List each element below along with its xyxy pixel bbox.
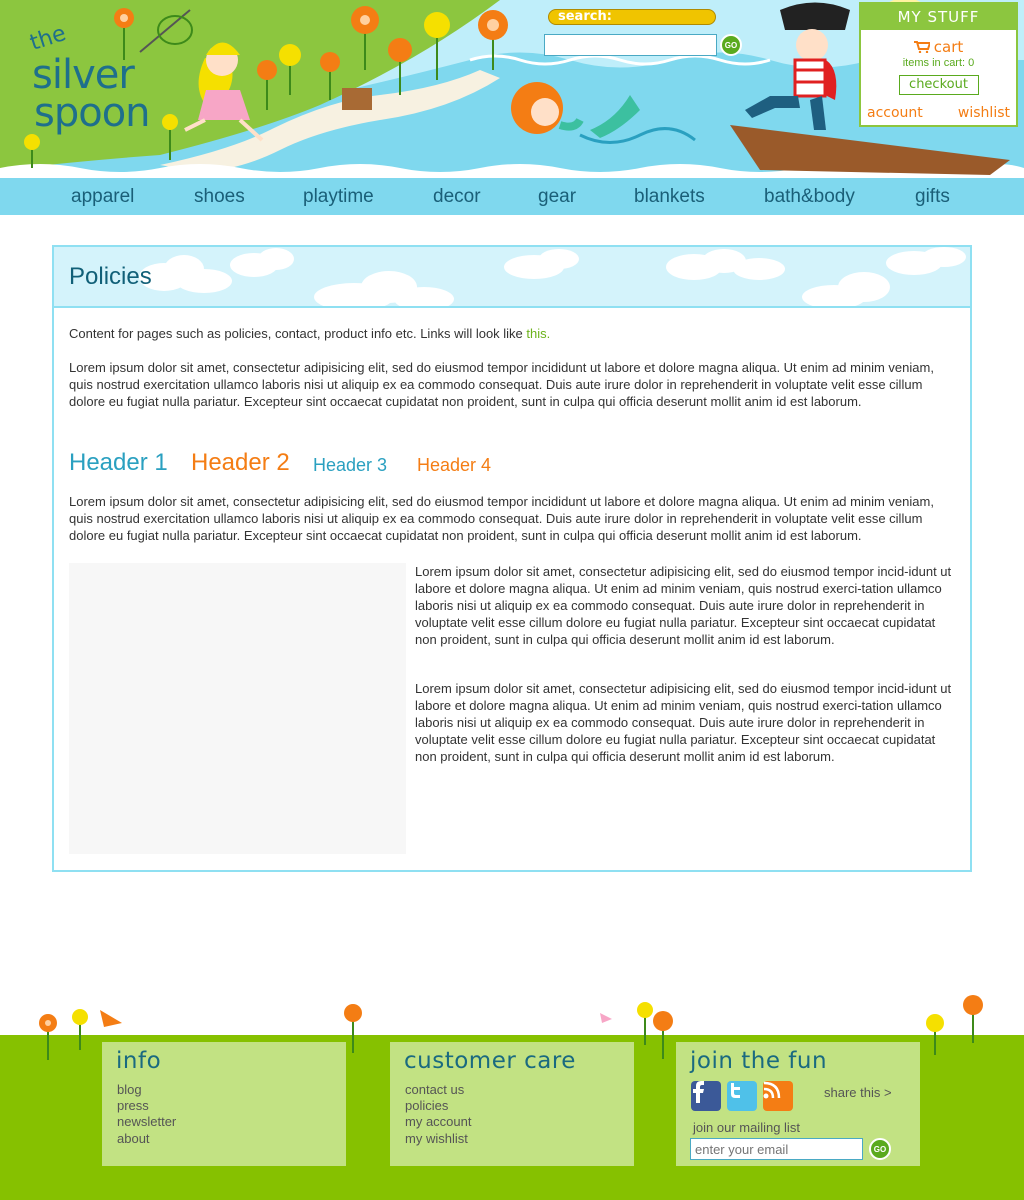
logo-the: the [27, 21, 70, 56]
footer-link-blog[interactable]: blog [117, 1082, 142, 1097]
footer-info-box [102, 1042, 346, 1166]
intro-text: Content for pages such as policies, contact, product info etc. Links will look like [69, 326, 527, 341]
header-4: Header 4 [417, 455, 492, 475]
lorem-paragraph-1: Lorem ipsum dolor sit amet, consectetur adipisicing elit, sed do eiusmod tempor incididunt ut labore et dolore magna aliqua. Ut enim ad minim veniam, quis nostrud exercitation ullamco laboris nisi ut aliquip ex ea commodo consequat. Duis aute irure dolor in reprehenderit in voluptate velit esse cillum dolore eu fugiat nulla pariatur. Excepteur sint occaecat cupidatat non proident, sunt in culpa qui officia deserunt mollit anim id est laborum. [69, 360, 934, 409]
intro-paragraph [69, 325, 959, 342]
image-placeholder [69, 563, 406, 854]
items-in-cart: items in cart: 0 [902, 57, 975, 69]
search-input[interactable] [544, 34, 717, 56]
footer-link-newsletter[interactable]: newsletter [117, 1114, 177, 1129]
clouds-decoration [54, 247, 970, 308]
intro-link[interactable]: this. [526, 326, 551, 341]
header-2: Header 2 [191, 449, 290, 476]
customer-care-title: customer care [404, 1048, 576, 1074]
header-1: Header 1 [69, 449, 168, 476]
my-stuff-panel [859, 2, 1018, 127]
account-link[interactable]: account [867, 105, 923, 121]
cart-link[interactable] [861, 38, 1016, 56]
header-samples [69, 443, 769, 477]
cart-icon [914, 41, 930, 53]
footer-link-about[interactable]: about [117, 1131, 150, 1146]
content-panel [52, 245, 972, 872]
lorem-paragraph-2: Lorem ipsum dolor sit amet, consectetur adipisicing elit, sed do eiusmod tempor incididunt ut labore et dolore magna aliqua. Ut enim ad minim veniam, quis nostrud exercitation ullamco laboris nisi ut aliquip ex ea commodo consequat. Duis aute irure dolor in reprehenderit in voluptate velit esse cillum dolore eu fugiat nulla pariatur. Excepteur sint occaecat cupidatat non proident, sunt in culpa qui officia deserunt mollit anim id est laborum. [69, 494, 934, 543]
treasure-chest-icon [342, 88, 372, 110]
footer-join-fun-box [676, 1042, 920, 1166]
mailing-go-button[interactable]: GO [869, 1138, 891, 1160]
facebook-icon[interactable] [691, 1081, 721, 1111]
site-header [0, 0, 1024, 178]
email-input[interactable] [690, 1138, 863, 1160]
logo-silver: silver [32, 52, 134, 98]
search-label [548, 6, 718, 28]
nav-item-gifts[interactable]: gifts [915, 186, 950, 207]
main-nav [0, 178, 1024, 215]
footer-link-press[interactable]: press [117, 1098, 149, 1113]
content-banner [54, 247, 970, 308]
site-footer [0, 995, 1024, 1200]
footer-link-policies[interactable]: policies [405, 1098, 449, 1113]
my-stuff-title: MY STUFF [861, 4, 1016, 30]
search-label-text: search: [558, 9, 612, 24]
nav-item-shoes[interactable]: shoes [194, 186, 245, 207]
nav-item-blankets[interactable]: blankets [634, 186, 705, 207]
mailing-list-label: join our mailing list [693, 1120, 800, 1135]
nav-item-apparel[interactable]: apparel [71, 186, 135, 207]
cart-label: cart [933, 38, 964, 56]
nav-item-playtime[interactable]: playtime [303, 186, 374, 207]
page-title: Policies [69, 263, 152, 290]
footer-link-my-wishlist[interactable]: my wishlist [405, 1131, 468, 1146]
checkout-button[interactable]: checkout [899, 75, 979, 95]
twitter-icon[interactable] [727, 1081, 757, 1111]
lorem-column-paragraph-2: Lorem ipsum dolor sit amet, consectetur adipisicing elit, sed do eiusmod tempor incid-idunt ut labore et dolore magna aliqua. Ut enim ad minim veniam, quis nostrud exerci-tation ullamco laboris nisi ut aliquip ex ea commodo consequat. Duis aute irure dolor in reprehenderit in voluptate velit esse cillum dolore eu fugiat nulla pariatur. Excepteur sint occaecat cupidatat non proident, sunt in culpa qui officia deserunt mollit anim id est laborum. [415, 681, 952, 764]
rss-icon[interactable] [763, 1081, 793, 1111]
nav-item-gear[interactable]: gear [538, 186, 577, 207]
join-fun-title: join the fun [690, 1048, 828, 1074]
lorem-column-paragraph-1: Lorem ipsum dolor sit amet, consectetur adipisicing elit, sed do eiusmod tempor incid-idunt ut labore et dolore magna aliqua. Ut enim ad minim veniam, quis nostrud exerci-tation ullamco laboris nisi ut aliquip ex ea commodo consequat. Duis aute irure dolor in reprehenderit in voluptate velit esse cillum dolore eu fugiat nulla pariatur. Excepteur sint occaecat cupidatat non proident, sunt in culpa qui officia deserunt mollit anim id est laborum. [415, 564, 952, 647]
share-this-link[interactable]: share this > [824, 1085, 892, 1100]
search-go-button[interactable]: GO [720, 34, 742, 56]
site-logo[interactable] [27, 21, 168, 141]
logo-spoon: spoon [34, 90, 150, 136]
info-title: info [116, 1048, 162, 1074]
nav-item-bath-body[interactable]: bath&body [764, 186, 855, 207]
footer-link-my-account[interactable]: my account [405, 1114, 472, 1129]
header-3: Header 3 [313, 455, 388, 475]
wishlist-link[interactable]: wishlist [957, 105, 1010, 121]
nav-item-decor[interactable]: decor [433, 186, 481, 207]
footer-customer-care-box [390, 1042, 634, 1166]
footer-link-contact-us[interactable]: contact us [405, 1082, 465, 1097]
